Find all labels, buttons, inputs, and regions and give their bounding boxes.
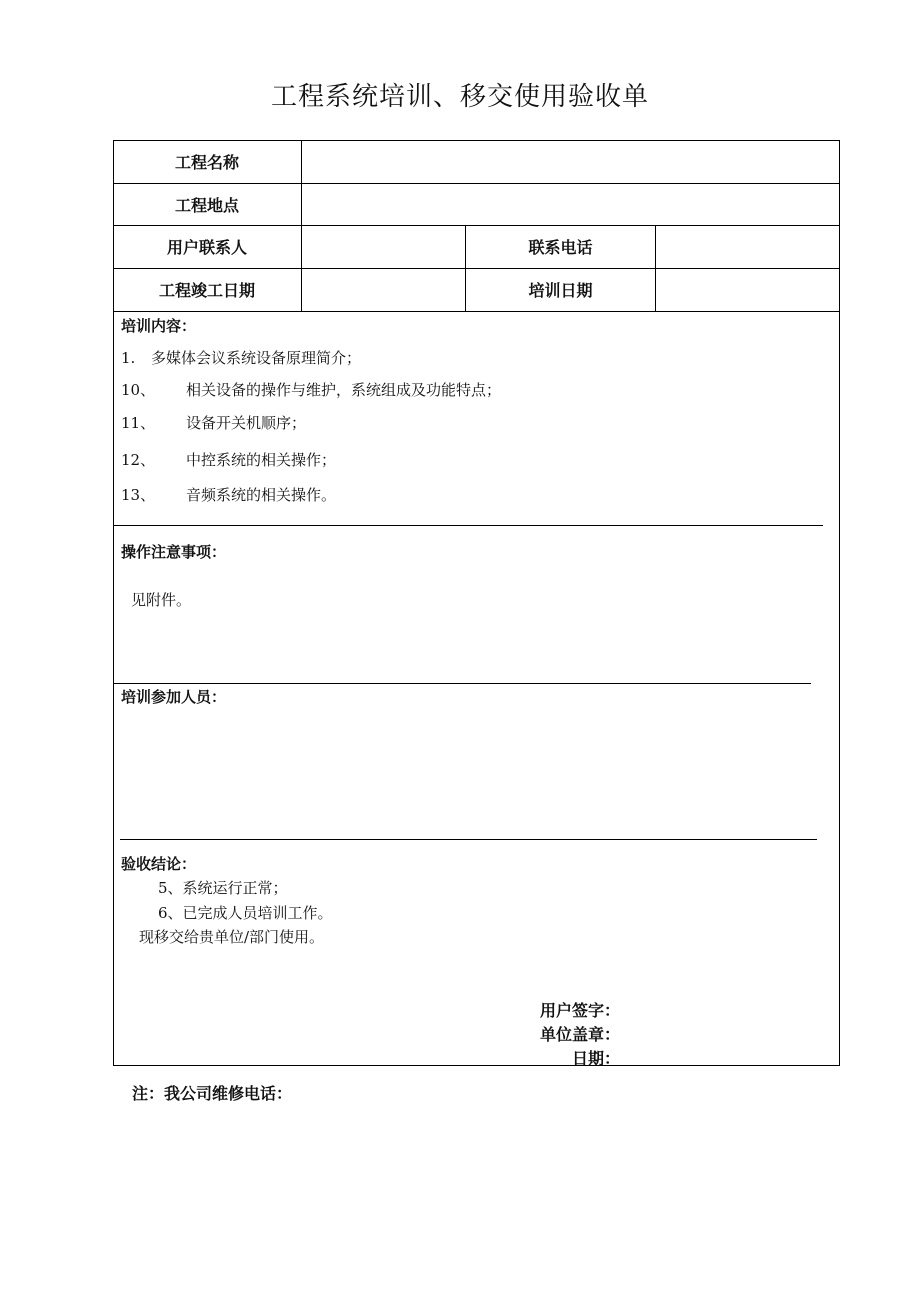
- item-number: 12、: [121, 451, 156, 469]
- training-content-heading: 培训内容：: [121, 317, 197, 335]
- section-divider: [113, 683, 811, 684]
- project-name-label: 工程名称: [174, 153, 239, 172]
- item-text: 相关设备的操作与维护，系统组成及功能特点；: [186, 381, 502, 399]
- project-name-value[interactable]: [302, 140, 840, 183]
- row-divider: [113, 311, 840, 312]
- conclusion-heading: 验收结论：: [121, 855, 197, 873]
- item-text: 音频系统的相关操作。: [186, 486, 337, 504]
- date-label: 日期：: [571, 1049, 620, 1068]
- footer-note: 注：我公司维修电话：: [132, 1084, 293, 1103]
- training-date-value[interactable]: [656, 268, 840, 311]
- list-item: [121, 449, 336, 470]
- contact-label: 用户联系人: [166, 238, 247, 257]
- phone-value[interactable]: [656, 225, 840, 268]
- section-divider: [120, 839, 817, 840]
- section-divider: [113, 525, 823, 526]
- precautions-body: 见附件。: [131, 591, 192, 609]
- item-text: 中控系统的相关操作；: [186, 451, 337, 469]
- user-signature-label: 用户签字：: [539, 1001, 620, 1020]
- item-number: 10、: [121, 381, 156, 399]
- item-text: 设备开关机顺序；: [186, 414, 307, 432]
- conclusion-line: 6、已完成人员培训工作。: [158, 904, 333, 922]
- item-number: 1.: [121, 349, 136, 367]
- list-item: [121, 379, 501, 400]
- project-location-value[interactable]: [302, 183, 840, 225]
- page-title: 工程系统培训、移交使用验收单: [270, 82, 649, 112]
- phone-label: 联系电话: [528, 238, 593, 257]
- item-number: 13、: [121, 486, 156, 504]
- precautions-heading: 操作注意事项：: [121, 543, 227, 561]
- contact-value[interactable]: [302, 225, 465, 268]
- item-text: 多媒体会议系统设备原理简介；: [151, 349, 362, 367]
- unit-seal-label: 单位盖章：: [539, 1025, 620, 1044]
- item-number: 11、: [121, 414, 156, 432]
- conclusion-line: 现移交给贵单位/部门使用。: [139, 928, 325, 946]
- list-item: [121, 347, 361, 368]
- training-date-label: 培训日期: [528, 281, 593, 300]
- attendees-heading: 培训参加人员：: [121, 688, 227, 706]
- conclusion-line: 5、系统运行正常；: [158, 879, 288, 897]
- list-item: [121, 484, 336, 505]
- completion-date-label: 工程竣工日期: [158, 281, 255, 300]
- list-item: [121, 412, 306, 433]
- completion-date-value[interactable]: [302, 268, 465, 311]
- project-location-label: 工程地点: [174, 195, 239, 215]
